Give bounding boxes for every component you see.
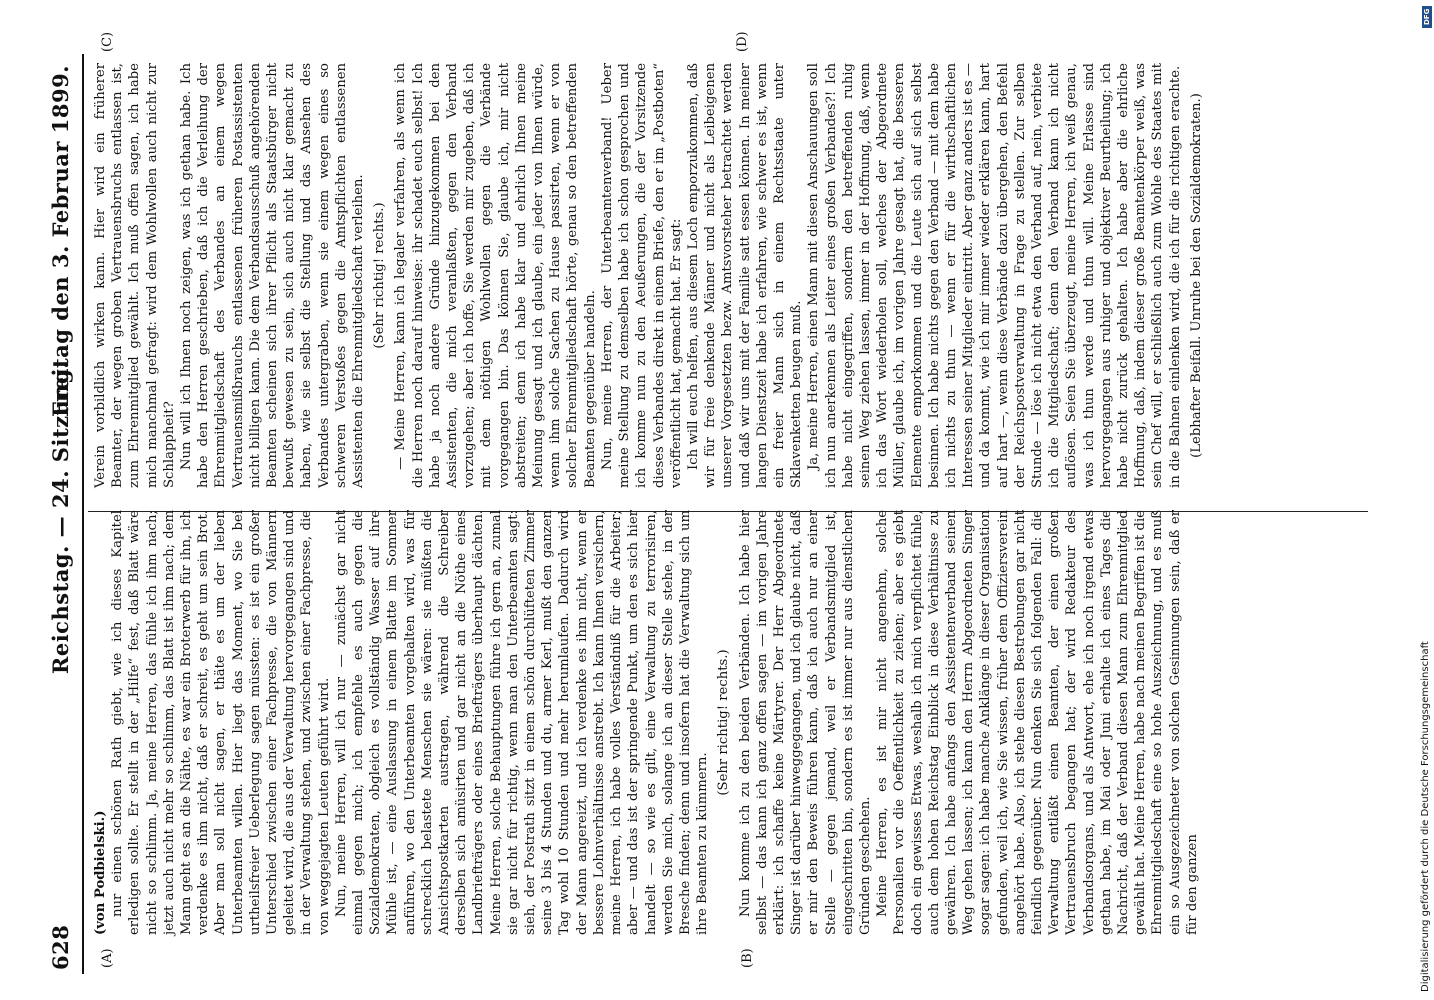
interjection: (Sehr richtig! rechts.) (716, 649, 732, 796)
right-column (92, 63, 1209, 488)
funding-credit-text: Digitalisierung gefördert durch die Deutsche Forschungsgemeinschaft (1420, 641, 1431, 992)
paragraph: Nun, meine Herren, will ich nur — zunächst gar nicht einmal gegen mich; ich empfehle es auch gegen die Sozialdemokraten, obgleich es vollständig Wasser auf ihre Mühle ist, — eine Auslassung in einem Blatte im Sommer anführen, wo den Unterbeamten vorgehalten wird, was für schrecklich belastete Menschen sie wären: sie müßten die Ansichtspostkarten austragen, während die Schreiber derselben sich amüsirten und gar nicht an die Nöthe eines Landbriefträgers oder eines Briefträgers überhaupt dächten. Meine Herren, solche Behauptungen führe ich gern an, zumal sie gar nicht für richtig, wenn man den Unterbeamten sagt: sieh, der Postrath sitzt in einem schön durchlüfteten Zimmer seine 3 bis 4 Stunden und du, armer Kerl, mußt den ganzen Tag wohl 10 Stunden und mehr herumlaufen. Dadurch wird der Mann angereizt, und ich verdenke es ihm nicht, wenn er bessere Lohnverhältnisse anstrebt. Ich kann Ihnen versichern, meine Herren, ich habe volles Verständniß für die Arbeiter; aber — und das ist der springende Punkt, um den es sich hier handelt — so wie es gilt, eine Verwaltung zu terrorisiren, werden Sie mich, solange ich an dieser Stelle stehe, in der Bresche finden; denn und insofern hat die Verwaltung sich um ihre Beamten zu kümmern. (333, 510, 711, 935)
interjection: (Lebhafter Beifall. Unruhe bei den Sozialdemokraten.) (1188, 93, 1204, 458)
paragraph: Ja, meine Herren, einen Mann mit diesen Anschauungen soll ich nun anerkennen als Leiter eines großen Verbandes?! Ich habe nicht eingegriffen, sondern den betreffenden ruhig seinen Weg ziehen lassen, immer in der Hoffnung, daß, wenn ich das Wort wiederholen soll, welches der Abgeordnete Müller, glaube ich, im vorigen Jahre gesagt hat, die besseren Elemente emporkommen und die Leute sich auf sich selbst besinnen. Ich habe nichts gegen den Verband — mit dem habe ich nichts zu thun — wenn er für die wirthschaftlichen Interessen seiner Mitglieder eintritt. Aber ganz anders ist es — und da kommt, wie ich mir immer wieder erklären kann, hart auf hart —, wenn diese Verbände dazu übergehen, den Befehl der Reichspostverwaltung in Frage zu stellen. Zur selben Stunde — löse ich nicht etwa den Verband auf, nein, verbiete ich die Mitgliedschaft; denn den Verband kann ich nicht auflösen. Seien Sie überzeugt, meine Herren, ich weiß genau, was ich thun werde und thun will. Meine Erlasse sind hervorgegangen aus ruhiger und objektiver Beurtheilung; ich habe nicht zurück gehalten. Ich habe aber die ehrliche Hoffnung, daß, indem dieser große Beamtenkörper weiß, was sein Chef will, er schließlich auch zum Wohle des Staates mit in die Bahnen einlenken wird, die ich für die richtigen erachte. (806, 63, 1183, 488)
page-number: 628 (48, 924, 73, 970)
paragraph: Nun komme ich zu den beiden Verbänden. Ich habe hier selbst — das kann ich ganz offen sagen — im vorigen Jahre erklärt: ich schaffe keine Märtyrer. Der Herr Abgeordnete Singer ist darüber hinweggegangen, und ich glaube nicht, daß er mir den Beweis führen kann, daß ich auch nur an einer Stelle — gegen jemand, weil er Verbandsmitglied ist, eingeschritten bin, sondern es ist immer nur aus dienstlichen Gründen geschehen. (737, 510, 873, 935)
margin-marker-d: (D) (735, 31, 750, 52)
margin-marker-c: (C) (100, 31, 115, 52)
left-column (92, 510, 1201, 935)
paragraph: nur einen schönen Rath giebt, wie ich dieses Kapitel erledigen sollte. Er stellt in der „Hilfe“ fest, daß Blatt wäre nicht so schlimm. Ja, meine Herren, das fühle ich ihm nach; jetzt auch nicht mehr so schlimm, das Blatt ist ihm nach; dem Mann geht es an die Nähte, es war ein Broterwerb für ihn, ich verdenke es ihm nicht, daß er schreit, es geht um sein Brot. Aber man soll nicht sagen, er thäte es um der lieben Unterbeamten willen. Hier liegt das Moment, wo Sie bei urtheilsfreier Ueberlegung sagen müssten: es ist ein großer Unterschied zwischen einer Fachpresse, die von Männern geleitet wird, die aus der Verwaltung hervorgegangen sind und in der Verwaltung stehen, und zwischen einer Fachpresse, die von weggejagten Leuten geführt wird. (110, 510, 332, 935)
paragraph: Nun, meine Herren, der Unterbeamtenverband! Ueber meine Stellung zu demselben habe ich schon gesprochen und ich komme nun zu den Aeußerungen, die der Vorsitzende dieses Verbandes direkt in einem Briefe, den er im „Postboten“ veröffentlicht hat, gemacht hat. Er sagt: (599, 63, 684, 488)
funding-credit (1418, 0, 1434, 1000)
quoted-letter: Ich will euch helfen, aus diesem Loch emporzukommen, daß wir für freie denkende Männer und nicht als Leibeigenen unserer Vorgesetzten bezw. Amtsvorsteher betrachtet werden und daß wir uns mit der Familie satt essen können. In meiner langen Dienstzeit habe ich erfahren, wie schwer es ist, wenn ein freier Mann sich in einem Rechtsstaate unter Sklavenketten beugen muß. (685, 63, 805, 488)
session-date: Freitag den 3. Februar 1899. (48, 65, 73, 417)
header-rule (82, 54, 84, 974)
margin-marker-a: (A) (100, 948, 115, 968)
margin-marker-b: (B) (740, 948, 755, 968)
interjection: (Sehr richtig! rechts.) (372, 202, 388, 349)
dfg-logo: DFG (1422, 6, 1432, 28)
paragraph: Nun will ich Ihnen noch zeigen, was ich gethan habe. Ich habe den Herren geschrieben, daß ich die Verleihung der Ehrenmitgliedschaft des Verbandes an einem wegen Vertrauensmißbrauchs entlassenen früheren Postassistenten nicht billigen kann. Die dem Verbandsausschuß angehörenden Beamten scheinen sich ihrer Pflicht als Staatsbürger nicht bewußt gewesen zu sein, sich auch nicht klar gemacht zu haben, wie sie selbst die Stellung und das Ansehen des Verbandes untergraben, wenn sie einem wegen eines so schweren Verstoßes gegen die Amtspflichten entlassenen Assistenten die Ehrenmitgliedschaft verleihen. (179, 63, 367, 488)
page-header (44, 65, 74, 970)
speaker-label: (von Podbielski.) (93, 810, 108, 935)
paragraph: — Meine Herren, kann ich legaler verfahren, als wenn ich die Herren noch darauf hinweise: ihr schadet euch selbst! Ich habe ja noch andere Gründe hinzugekommen bei den Assistenten, die mich veranlaßten, gegen den Verband vorzugehen; aber ich hoffe, Sie werden mir zugeben, daß ich mit dem nöthigen Wohlwollen gegen die Verbände vorgegangen bin. Das können Sie, glaube ich, mir nicht abstreiten; denn ich habe klar und ehrlich Ihnen meine Meinung gesagt und ich glaube, ein jeder von Ihnen würde, wenn ihm solche Sachen zu Hause passirten, wenn er von solcher Ehrenmitgliedschaft hörte, genau so den betreffenden Beamten gegenüber handeln. (393, 63, 598, 488)
paragraph: Meine Herren, es ist mir nicht angenehm, solche Personalien vor die Oeffentlichkeit zu ziehen; aber es giebt doch ein gewisses Etwas, weshalb ich mich verpflichtet fühle, auch dem hohen Reichstag Einblick in diese Verhältnisse zu gewähren. Ich habe anfangs den Assistentenverband seinen Weg gehen lassen; ich kann den Herrn Abgeordneten Singer sogar sagen: ich habe manche Anklänge in dieser Organisation gefunden, weil ich, wie Sie wissen, früher dem Offiziersverein angehört habe. Also, ich stehe diesen Bestrebungen gar nicht feindlich gegenüber. Nun denken Sie sich folgenden Fall: die Verwaltung entläßt einen Beamten, der einen großen Vertrauensbruch begangen hat; der wird Redakteur des Verbandsorgans, und als Antwort, ehe ich noch irgend etwas gethan habe, im Mai oder Juni erhalte ich eines Tages die Nachricht, daß der Verband diesen Mann zum Ehrenmitglied gewählt hat. Meine Herren, habe nach meinen Begriffen ist die Ehrenmitgliedschaft eine so hohe Auszeichnung, und es muß ein so Ausgezeichneter von solchen Gesinnungen sein, daß er für den ganzen (875, 510, 1200, 935)
running-title: Reichstag. — 24. Sitzung. (48, 360, 73, 675)
paragraph: Verein vorbildlich wirken kann. Hier wird ein früherer Beamter, der wegen groben Vertrauensbruchs entlassen ist, zum Ehrenmitglied gewählt. Ich muß offen sagen, ich habe mich manchmal gefragt: wird dem Wohlwollen auch nicht zur Schlappheit? (93, 63, 177, 488)
